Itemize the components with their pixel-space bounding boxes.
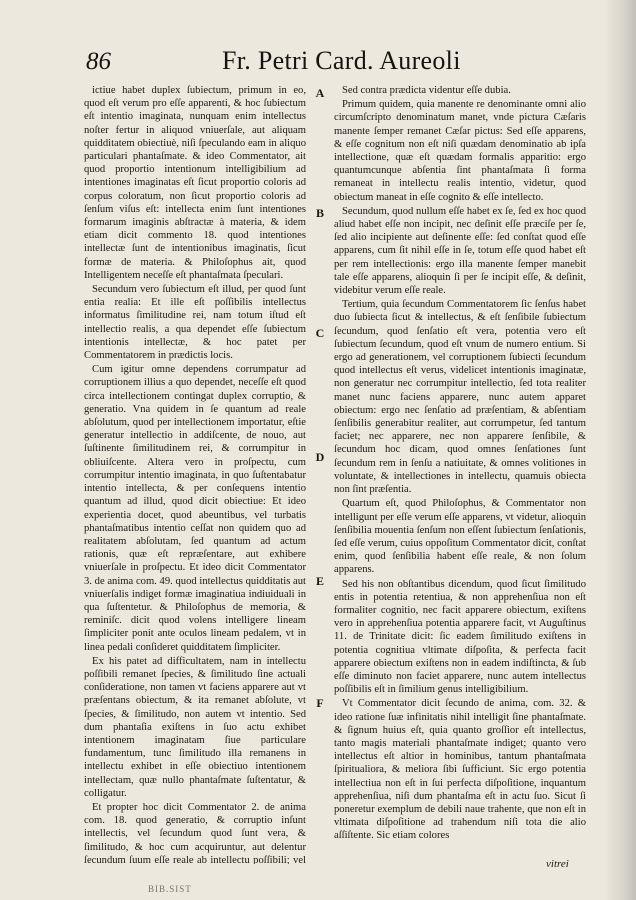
right-paragraph-7: Vt Commentator dicit ſecundo de anima, com. 32. & ideo ratione ſuæ infinitatis nihil intelligit ſine phantaſmate. & ſignum huius eſt, quia quanto groſſior eſt intellectus, tanto magis materiali phantaſmate indiget; quanto vero intellectus eſt altior in hominibus, tantum phantaſmata ſpiritualiora, & meliora ſibi ſufficiunt. Sic ergo potentia intellectiua non eſt in ſui perfecta diſpoſitione, inquantum apprehenſiua, niſi dum phantaſma eſt in actu ſuo. Sicut ſi poneretur exemplum de debili naue trahente, que non eſt in vltimata diſpoſitione ad trahendum niſi tota die alio aſſiſtente. Sic etiam colores (334, 698, 586, 842)
page-fold-shadow (604, 0, 636, 900)
left-column (84, 84, 306, 864)
margin-letter-e: E (315, 574, 324, 588)
left-paragraph-1: ictiue habet duplex ſubiectum, primum in eo, quod eſt verum pro eſſe apparenti, & hoc ſubiectum eſt intentio imaginata, nunquam enim intellectus noſter fertur in aliquod vniuerſale, aut aliquam quidditatem obiectiuè, niſi ſpeculando eam in aliquo particulari phantaſmate. & ideo Commentator, ait quod proportio intentionum intelligibilium ad intentiones imaginatas eſt ſicut proportio coloris ad corpus coloratum, non ſicut proportio coloris ad ſenſum viſus eſt: intellecta enim ſunt intentiones formarum imaginis abſtractæ à materia, & idem etiam dicit commento 18. quod intentiones intellectæ ſunt de intentionibus imaginatis, ſicut formæ de materia. & Philoſophus ait, quod Intelligentem neceſſe eſt phantaſmata ſpeculari. (84, 85, 306, 281)
right-paragraph-1: Sed contra prædicta videntur eſſe dubia. (342, 85, 511, 96)
library-stamp: BIB.SIST (148, 884, 192, 894)
margin-letter-c: C (315, 326, 325, 340)
right-paragraph-4: Tertium, quia ſecundum Commentatorem ſic ſenſus habet duo ſubiecta ſicut & intellectus, & eſt ſenſibile ſubiectum ſecundum, quod ſenſatio eſt vera, potentia vero eſt ſubiectum ſecundum, quod eſt vnum de numero entium. Si ergo ad generationem, vel corruptionem ſubiecti ſecundum quod intellectus eſt verus, videlicet intentionis imaginatæ, non generatur nec corrumpitur intellectio, ſed tota realiter manet nunc faciens apparere, nunc autem apparet obiectum: ergo nec ſenſatio ad præſentiam, & abſentiam ſenſibilis generabitur realiter, aut corrumpetur, ſed tantum faciet; nec apparere, nec non apparere ſenſibile, & ſecundum hoc dicam, quod omnes ſenſationes ſunt ſecundum rem in ſenſu a natiuitate, & omnes volitiones in voluntate, & intellectiones in intellectu, quamuis obiecta non ſint præſentia. (334, 299, 586, 496)
left-paragraph-4: Ex his patet ad difficultatem, nam in intellectu poſſibili remanet ſpecies, & ſimilitudo ſine actuali conſideratione, non tamen vt faciens apparere aut vt præſentans obiectum, & ita remanet abſolute, vt ſpecies, & ſimilitudo, non autem vt intentio. Sed dum phantaſia exiſtens in ſuo actu exhibet intentionem imaginatam ſiue particulare fundamentum, tunc ſimilitudo illa remanens in intellectu exhibet in eſſe obiectiuo intentionem intellectam, quæ nullo phantaſmate ſuſtentatur, & colligatur. (84, 655, 306, 799)
right-paragraph-3: Secundum, quod nullum eſſe habet ex ſe, ſed ex hoc quod aliud habet eſſe non incipit, nec deſinit eſſe præciſe per ſe, ſed alio incipiente aut deſinente eſſe: ſed conſtat quod eſſe apparens, cum ſit nihil eſſe in ſe, totum eſſe quod habet eſt per rem intellectionis: ergo illa manente ſemper manebit tale eſſe apparens, alioquin ſi per ſe incipit eſſe, & deſinit, videbitur verum eſſe reale. (334, 205, 586, 297)
page-number: 86 (86, 48, 111, 75)
running-title: Fr. Petri Card. Aureoli (222, 46, 461, 75)
margin-letter-b: B (315, 206, 324, 220)
margin-letter-f: F (316, 696, 324, 710)
margin-letter-a: A (315, 86, 325, 100)
margin-letter-gutter (308, 84, 332, 784)
catchword: vitrei (546, 858, 569, 870)
left-paragraph-5: Et propter hoc dicit Commentator 2. de anima com. 18. quod generatio, & corruptio inſunt intellectis, vel ſecundum quod ſunt vera, & ſimilitudo, & hoc cum acquiruntur, aut delentur ſecundum ſuum eſſe reale ab intellectu poſſibili; vel (84, 801, 306, 864)
right-paragraph-2: Primum quidem, quia manente re denominante omni alio circumſcripto denominatum manet, vnde pictura Cæſaris manente ſemper remanet Cæſar pictus: Sed eſſe apparens, & eſſe cognitum non eſt niſi quædam denominatio ab ipſa intellectione, quæ eſt quædam formalis apparitio: ergo quantumcunque abſentia ſint phantaſmata ſi forma remaneat in intellectu realis intentio, videtur, quod obiectum maneat in eſſe cognito & eſſe intellecto. (334, 99, 586, 203)
right-column (334, 84, 586, 864)
margin-letter-d: D (315, 450, 325, 464)
right-paragraph-5: Quartum eſt, quod Philoſophus, & Commentator non intelligunt per eſſe verum eſſe apparens, vt videtur, alioquin ſenſibilia mouentia ſenſum non eſſent ſubiectum ſenſationis, ſed eſſe verum, cuius oppoſitum Commentator dicit, conſtat enim, quod ſenſibilia habent eſſe reale, & non ſolum apparens. (334, 498, 586, 576)
page-header (0, 40, 636, 86)
right-paragraph-6: Sed his non obſtantibus dicendum, quod ſicut ſimilitudo entis in potentia retentiua, & non apprehenſiua non eſt formaliter cognitio, nec facit apparere obiectum, exiſtens vero in apprehenſiua potentia apparere facit, vt Auguſtinus 11. de Trinitate dicit: ſic eadem ſimilitudo exiſtens in potentia cognitiua vltimate diſpoſita, & perfecta facit apparere obiectum exiſtens non in eadem indiſtincta, & ſub eſſe diminuto non faciet apparere, nunc autem intellectus poſſibilis eſt in ſimilium genus intelligibilium. (334, 578, 586, 696)
left-paragraph-3: Cum igitur omne dependens corrumpatur ad corruptionem illius a quo dependet, neceſſe eſt quod circa intellectionem contingat duplex corruptio, & generatio. Vna quidem in ſe quantum ad reale abſolutum, quod per intellectionem importatur, eſtie generatur intellectio in addiſcente, de nouo, aut ſuſtinente ſimilitudinem rei, & corrumpitur in obliuiſcente. Altera vero in proſpectu, cum corrumpitur intentio imaginata, in quo ſuſtentabatur intentio intellecta, & per conſequens intentio quantum ad illud, quod dicit obiectiue: Et ideo experientia docet, quod abeuntibus, vel turbatis phantaſmatibus intentio ceſſat non quidem quo ad realitatem abſolutam, ſed quantum ad actum rationis, quæ eſt repræſentare, aut exhibere vniuerſale in proſpectu. Et ideo dicit Commentator 3. de anima com. 49. quod intellectus quidditatis aut vniuerſalis indiget formæ imaginatiua indiuiduali in qua ſuſtentetur. & Philoſophus de memoria, & reminiſc. dicit quod volens intelligere lineam ſimpliciter ponit ante oculos lineam pedalem, vt in linea pedali conſideret quidditatem ſimpliciter. (84, 364, 306, 653)
left-paragraph-2: Secundum vero ſubiectum eſt illud, per quod ſunt entia realia: Et ille eſt poſſibilis intellectus informatus ſimilitudine rei, nam totum iſtud eſt intellectio realis, a qua dependet eſſe ſubiectum intentionis intellectæ, & hoc patet per Commentatorem in prædictis locis. (84, 284, 306, 362)
